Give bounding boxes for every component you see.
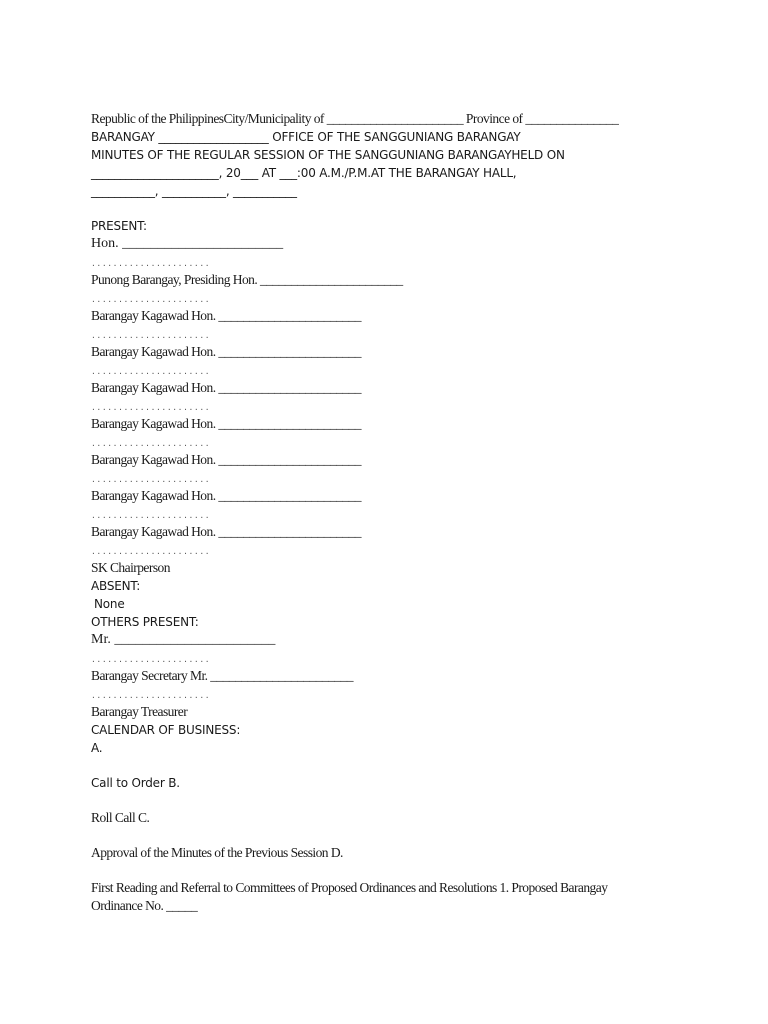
others-mr-line: Mr. _______________________ [91,632,276,647]
dotted-separator: ...................... [91,475,211,484]
others-present-heading: OTHERS PRESENT: [91,615,199,629]
calendar-call-to-order: Call to Order B. [91,776,180,790]
spacer [91,200,691,217]
spacer [91,757,691,774]
dotted-separator: ...................... [91,367,211,376]
barangay-treasurer-line: Barangay Treasurer [91,704,188,719]
spacer [91,827,691,844]
header-line-date-time: ______________________, 20___ AT ___:00 A.M./P.M.AT THE BARANGAY HALL, [91,166,517,180]
dotted-separator: ...................... [91,691,211,700]
sk-chairperson-line: SK Chairperson [91,560,170,575]
kagawad-line: Barangay Kagawad Hon. _______________________ [91,380,361,395]
spacer [91,792,691,809]
barangay-secretary-line: Barangay Secretary Mr. _______________________ [91,668,353,683]
absent-value: None [94,597,125,611]
document-page [91,110,691,915]
dotted-separator: ...................... [91,331,211,340]
present-heading: PRESENT: [91,219,147,233]
header-line-barangay-office: BARANGAY ___________________ OFFICE OF THE SANGGUNIANG BARANGAY [91,130,521,144]
kagawad-line: Barangay Kagawad Hon. _______________________ [91,524,361,539]
dotted-separator: ...................... [91,403,211,412]
calendar-first-reading: First Reading and Referral to Committees of Proposed Ordinances and Resolutions 1. Proposed Barangay [91,880,608,895]
calendar-item-a: A. [91,741,103,755]
dotted-separator: ...................... [91,655,211,664]
dotted-separator: ...................... [91,511,211,520]
kagawad-line: Barangay Kagawad Hon. _______________________ [91,308,361,323]
absent-heading: ABSENT: [91,579,141,593]
present-hon-line: Hon. _______________________ [91,236,284,251]
dotted-separator: ...................... [91,259,211,268]
dotted-separator: ...................... [91,295,211,304]
calendar-heading: CALENDAR OF BUSINESS: [91,723,241,737]
header-line-location: ___________, ___________, ___________ [91,184,297,198]
dotted-separator: ...................... [91,547,211,556]
calendar-approval-minutes: Approval of the Minutes of the Previous Session D. [91,845,343,860]
calendar-first-reading-cont: Ordinance No. _____ [91,898,198,913]
kagawad-line: Barangay Kagawad Hon. _______________________ [91,452,361,467]
spacer [91,862,691,879]
kagawad-line: Barangay Kagawad Hon. _______________________ [91,344,361,359]
calendar-roll-call: Roll Call C. [91,810,150,825]
kagawad-line: Barangay Kagawad Hon. _______________________ [91,488,361,503]
dotted-separator: ...................... [91,439,211,448]
punong-barangay-line: Punong Barangay, Presiding Hon. _______________________ [91,272,403,287]
header-line-republic: Republic of the PhilippinesCity/Municipality of ______________________ Province of _______________ [91,111,619,126]
header-line-minutes-title: MINUTES OF THE REGULAR SESSION OF THE SANGGUNIANG BARANGAYHELD ON [91,148,565,162]
kagawad-line: Barangay Kagawad Hon. _______________________ [91,416,361,431]
